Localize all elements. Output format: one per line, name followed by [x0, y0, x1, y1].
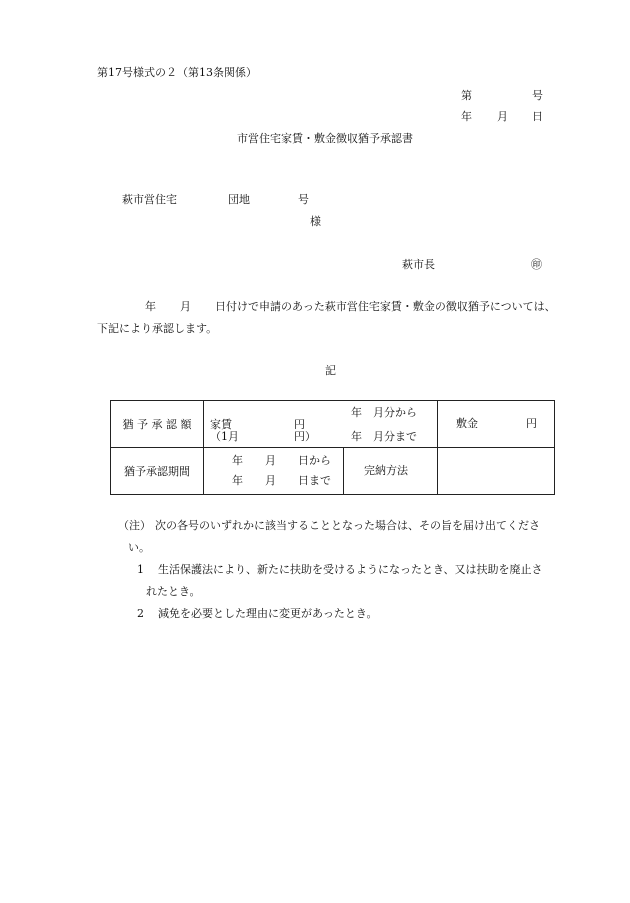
seal-mark: ㊞: [531, 258, 542, 271]
note-item-2-number: 2: [137, 607, 144, 620]
form-number: 第17号様式の２（第13条関係）: [97, 66, 257, 79]
document-title: 市営住宅家賃・敷金徴収猶予承認書: [237, 132, 413, 145]
body-year: 年: [145, 300, 156, 313]
table-row-period: [111, 448, 555, 495]
addressee-honorific: 様: [310, 215, 321, 228]
payment-label: 完納方法: [364, 464, 408, 477]
ki-heading: 記: [325, 364, 336, 377]
note-intro-line-1: 次の各号のいずれかに該当することとなった場合は、その旨を届け出てくださ: [155, 519, 540, 532]
from-month: 年 月分から: [351, 406, 417, 419]
deposit-unit: 円: [526, 417, 537, 430]
rent-label: 家賃: [210, 418, 232, 431]
table-row-amount: [111, 401, 555, 448]
addressee-housing: 萩市営住宅: [122, 193, 177, 206]
monthly-label: （1月: [210, 430, 239, 443]
note-lead: （注）: [118, 519, 151, 532]
addressee-number: 号: [298, 193, 309, 206]
note-item-1-number: 1: [137, 563, 144, 576]
deposit-label: 敷金: [456, 417, 478, 430]
note-item-1-line-1: 生活保護法により、新たに扶助を受けるようになったとき、又は扶助を廃止さ: [158, 563, 543, 576]
doc-number-prefix: 第: [461, 89, 472, 102]
monthly-unit: 円）: [294, 430, 316, 443]
body-line-1: 日付けで申請のあった萩市営住宅家賃・敷金の徴収猶予については、: [215, 300, 556, 313]
note-intro-line-2: い。: [128, 541, 150, 554]
payment-value-cell: [438, 448, 555, 495]
payment-label-cell: [344, 448, 438, 495]
date-year: 年: [461, 110, 472, 123]
amount-value-cell: [204, 401, 438, 448]
date-day: 日: [532, 110, 543, 123]
period-label: 猶予承認期間: [124, 465, 190, 478]
deposit-cell: [438, 401, 555, 448]
approval-table: [110, 400, 555, 495]
addressee-estate: 団地: [228, 193, 250, 206]
note-item-2-text: 減免を必要とした理由に変更があったとき。: [158, 607, 378, 620]
amount-label-cell: [111, 401, 204, 448]
issuer-name: 萩市長: [402, 258, 435, 271]
body-month: 月: [180, 300, 191, 313]
period-label-cell: [111, 448, 204, 495]
to-month: 年 月分まで: [351, 430, 417, 443]
rent-unit: 円: [294, 418, 305, 431]
period-value-cell: [204, 448, 344, 495]
date-month: 月: [497, 110, 508, 123]
note-item-1-line-2: れたとき。: [146, 585, 201, 598]
body-line-2: 下記により承認します。: [97, 322, 218, 335]
doc-number-suffix: 号: [532, 89, 543, 102]
amount-label: 猶 予 承 認 額: [122, 418, 192, 431]
period-from: 年 月 日から: [232, 454, 331, 467]
period-to: 年 月 日まで: [232, 474, 331, 487]
